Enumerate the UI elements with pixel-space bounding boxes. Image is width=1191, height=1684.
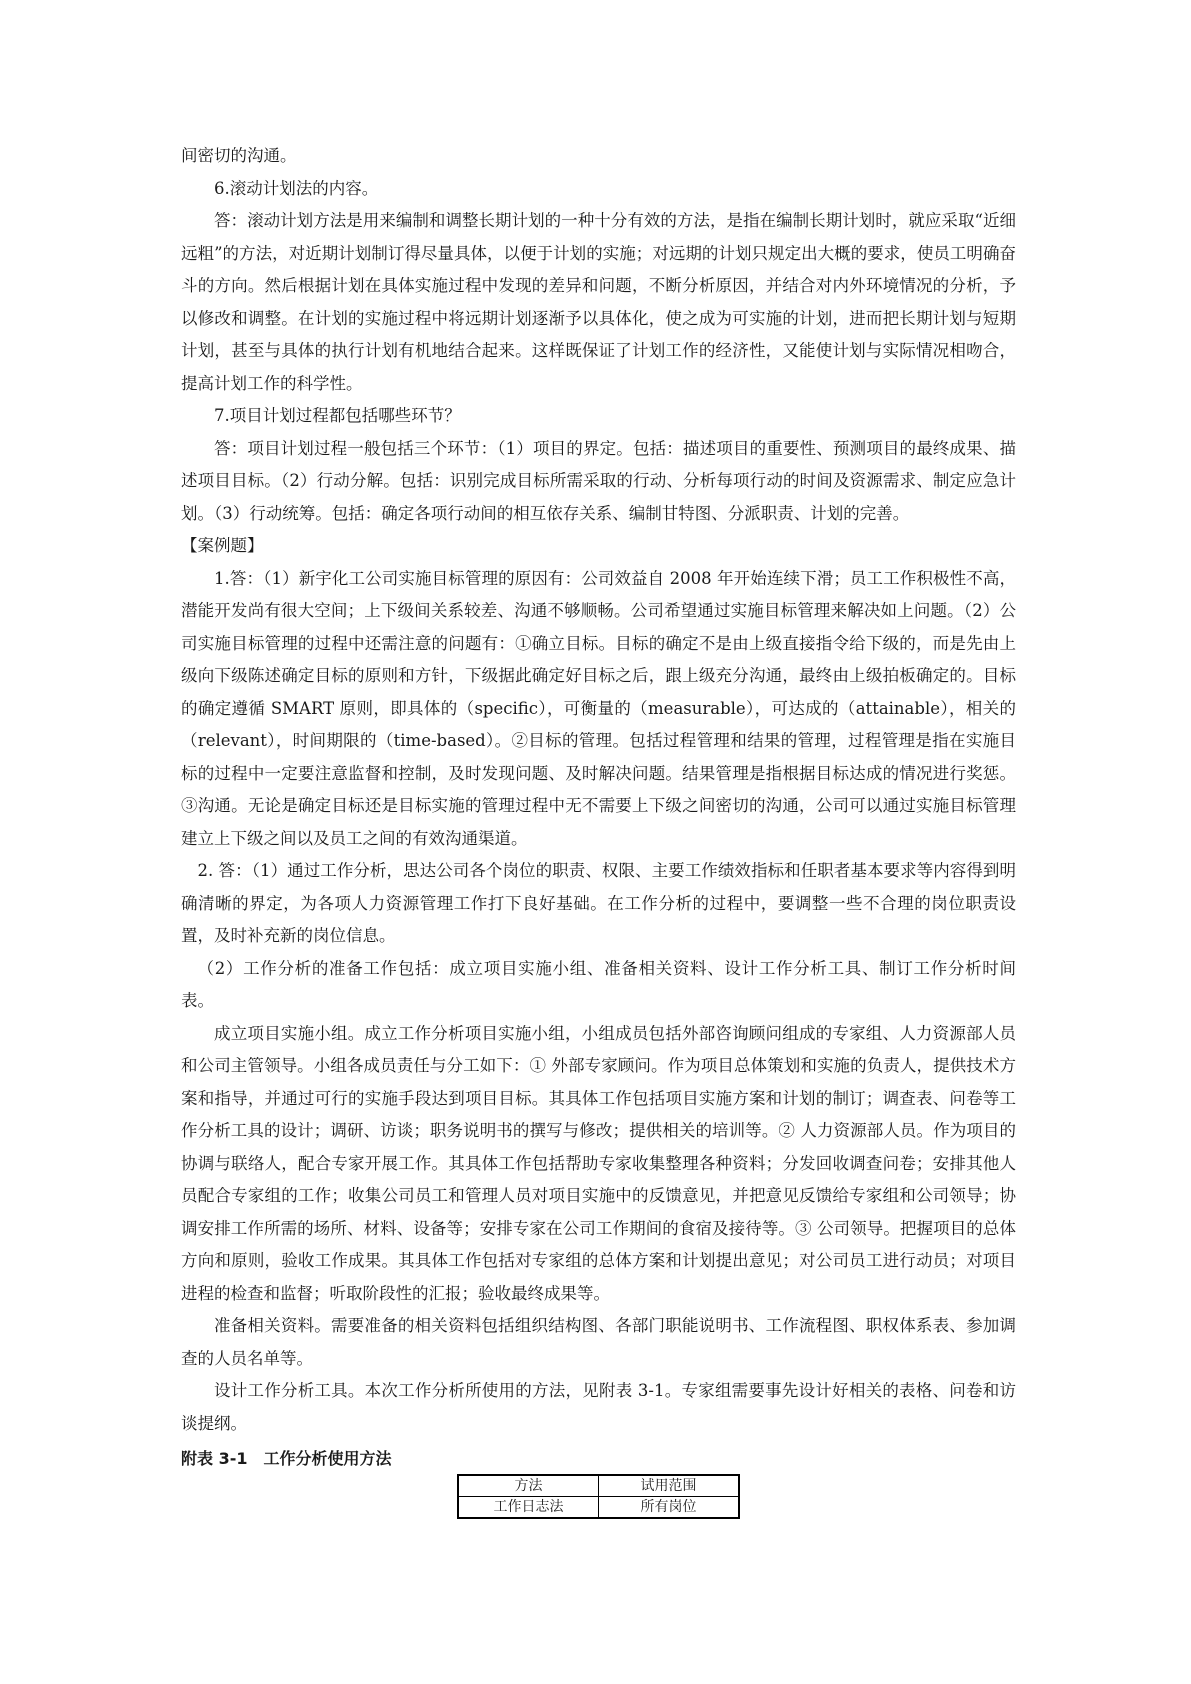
table-row xyxy=(458,1497,739,1519)
question-heading: 6.滚动计划法的内容。 xyxy=(214,178,379,198)
paragraph: 答：项目计划过程一般包括三个环节：（1）项目的界定。包括：描述项目的重要性、预测项目的最终成果、描述项目目标。（2）行动分解。包括：识别完成目标所需采取的行动、分析每项行动的时间及资源需求、制定应急计划。（3）行动统筹。包括：确定各项行动间的相互依存关系、编制甘特图、分派职责、计划的完善。 xyxy=(181,438,1016,523)
paragraph: 答：滚动计划方法是用来编制和调整长期计划的一种十分有效的方法，是指在编制长期计划时，就应采取“近细远粗”的方法，对近期计划制订得尽量具体，以便于计划的实施；对远期的计划只规定出大概的要求，使员工明确奋斗的方向。然后根据计划在具体实施过程中发现的差异和问题，不断分析原因，并结合对内外环境情况的分析，予以修改和调整。在计划的实施过程中将远期计划逐渐予以具体化，使之成为可实施的计划，进而把长期计划与短期计划，甚至与具体的执行计划有机地结合起来。这样既保证了计划工作的经济性，又能使计划与实际情况相吻合，提高计划工作的科学性。 xyxy=(181,211,1016,393)
appendix-table-block xyxy=(181,1446,1016,1519)
paragraph: 间密切的沟通。 xyxy=(181,146,297,165)
appendix-table xyxy=(457,1474,740,1519)
paragraph: 1.答：（1）新宇化工公司实施目标管理的原因有：公司效益自 2008 年开始连续下滑；员工工作积极性不高，潜能开发尚有很大空间；上下级间关系较差、沟通不够顺畅。公司希望通过实施目标管理来解决如上问题。（2）公司实施目标管理的过程中还需注意的问题有：①确立目标。目标的确定不是由上级直接指令给下级的，而是先由上级向下级陈述确定目标的原则和方针，下级据此确定好目标之后，跟上级充分沟通，最终由上级拍板确定的。目标的确定遵循 SMART 原则，即具体的（specific），可衡量的（measurable），可达成的（attainable），相关的（relevant），时间期限的（time-based）。②目标的管理。包括过程管理和结果的管理，过程管理是指在实施目标的过程中一定要注意监督和控制，及时发现问题、及时解决问题。结果管理是指根据目标达成的情况进行奖惩。③沟通。无论是确定目标还是目标实施的管理过程中无不需要上下级之间密切的沟通，公司可以通过实施目标管理建立上下级之间以及员工之间的有效沟通渠道。 xyxy=(181,568,1016,848)
table-cell: 工作日志法 xyxy=(458,1497,599,1519)
table-header-cell: 试用范围 xyxy=(599,1475,740,1497)
table-header-row xyxy=(458,1475,739,1497)
paragraph: 准备相关资料。需要准备的相关资料包括组织结构图、各部门职能说明书、工作流程图、职权体系表、参加调查的人员名单等。 xyxy=(181,1316,1016,1368)
paragraph: （2）工作分析的准备工作包括：成立项目实施小组、准备相关资料、设计工作分析工具、制订工作分析时间表。 xyxy=(181,958,1016,1010)
table-title: 附表 3-1 工作分析使用方法 xyxy=(181,1449,392,1468)
paragraph: 2. 答：（1）通过工作分析，思达公司各个岗位的职责、权限、主要工作绩效指标和任职者基本要求等内容得到明确清晰的界定，为各项人力资源管理工作打下良好基础。在工作分析的过程中，要调整一些不合理的岗位职责设置，及时补充新的岗位信息。 xyxy=(181,861,1016,945)
section-heading: 【案例题】 xyxy=(181,536,264,555)
table-header-cell: 方法 xyxy=(458,1475,599,1497)
question-heading: 7.项目计划过程都包括哪些环节？ xyxy=(214,406,461,425)
document-page xyxy=(181,140,1016,1519)
table-cell: 所有岗位 xyxy=(599,1497,740,1519)
paragraph: 成立项目实施小组。成立工作分析项目实施小组，小组成员包括外部咨询顾问组成的专家组、人力资源部人员和公司主管领导。小组各成员责任与分工如下：① 外部专家顾问。作为项目总体策划和实施的负责人，提供技术方案和指导，并通过可行的实施手段达到项目目标。其具体工作包括项目实施方案和计划的制订；调查表、问卷等工作分析工具的设计；调研、访谈；职务说明书的撰写与修改；提供相关的培训等。② 人力资源部人员。作为项目的协调与联络人，配合专家开展工作。其具体工作包括帮助专家收集整理各种资料；分发回收调查问卷；安排其他人员配合专家组的工作；收集公司员工和管理人员对项目实施中的反馈意见，并把意见反馈给专家组和公司领导；协调安排工作所需的场所、材料、设备等；安排专家在公司工作期间的食宿及接待等。③ 公司领导。把握项目的总体方向和原则，验收工作成果。其具体工作包括对专家组的总体方案和计划提出意见；对公司员工进行动员；对项目进程的检查和监督；听取阶段性的汇报；验收最终成果等。 xyxy=(181,1023,1016,1303)
paragraph: 设计工作分析工具。本次工作分析所使用的方法，见附表 3-1。专家组需要事先设计好相关的表格、问卷和访谈提纲。 xyxy=(181,1381,1016,1433)
